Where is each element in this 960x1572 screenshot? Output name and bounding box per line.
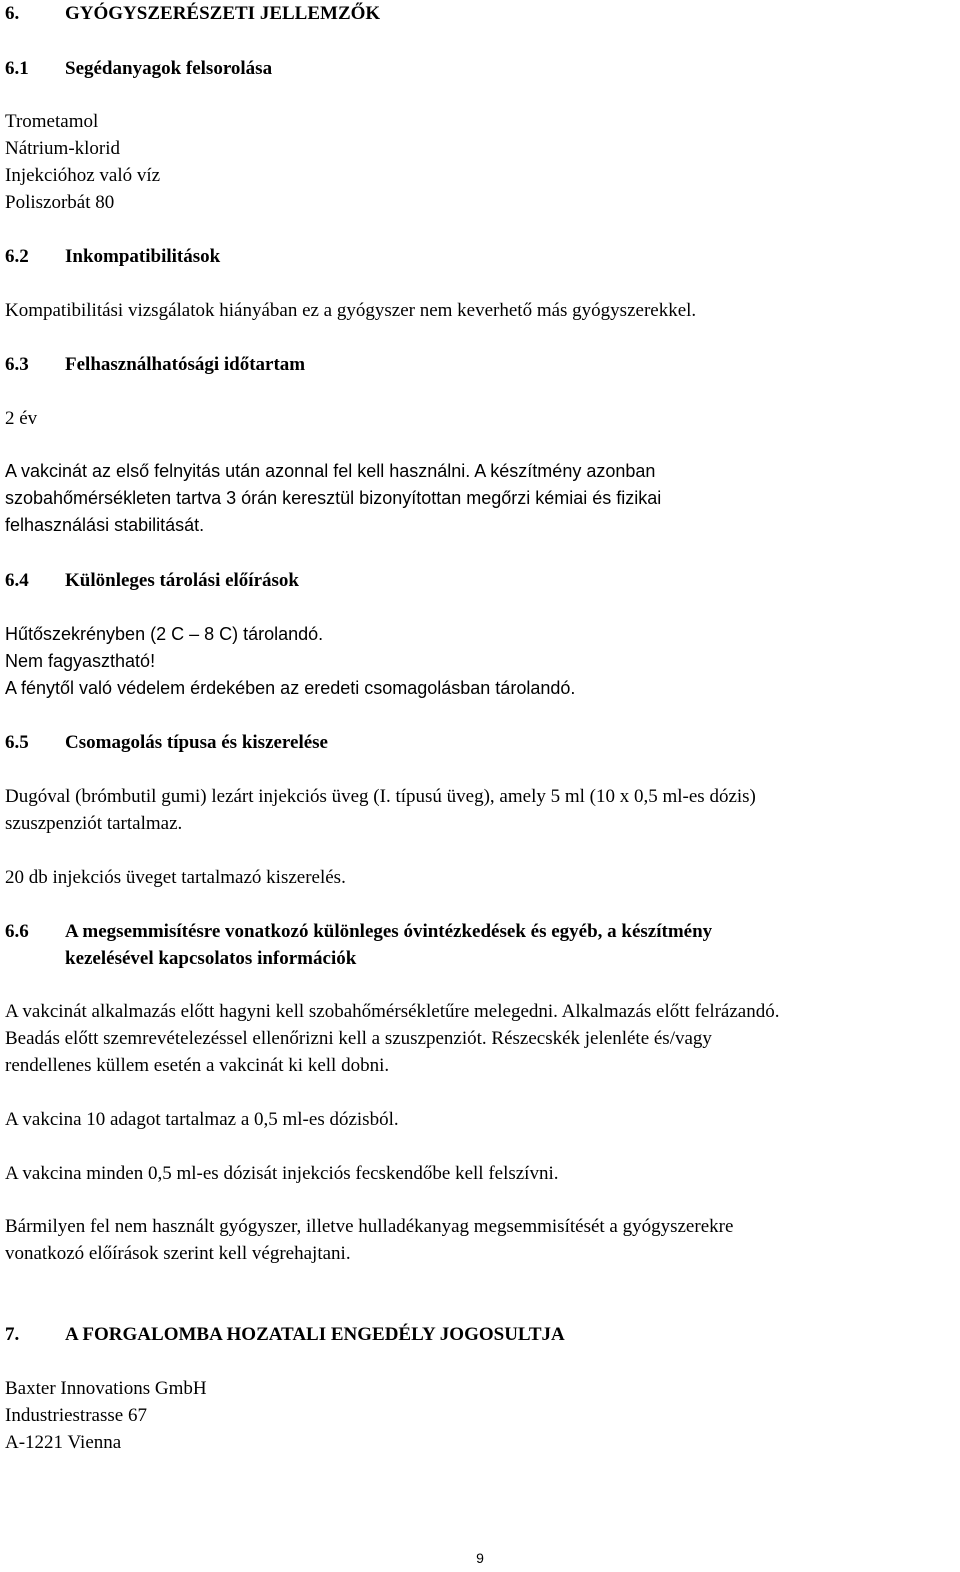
disposal-text-line: Bármilyen fel nem használt gyógyszer, illetve hulladékanyag megsemmisítését a gyógyszerekre [5,1216,734,1237]
disposal-text-line: vonatkozó előírások szerint kell végrehajtani. [5,1243,351,1264]
mah-address-line: A-1221 Vienna [5,1432,122,1453]
section-title: Inkompatibilitások [65,246,221,267]
section-6-4-heading [5,567,299,594]
storage-text-line: A fénytől való védelem érdekében az eredeti csomagolásban tárolandó. [5,678,576,698]
page-number: 9 [476,1550,484,1566]
syringe-text: A vakcina minden 0,5 ml-es dózisát injekciós fecskendőbe kell felszívni. [5,1163,559,1184]
incompatibility-text: Kompatibilitási vizsgálatok hiányában ez a gyógyszer nem keverhető más gyógyszerekkel. [5,300,697,321]
section-number: 6.5 [5,732,29,753]
pack-size-text: 20 db injekciós üveget tartalmazó kiszerelés. [5,867,346,888]
section-number: 6.3 [5,354,29,375]
section-6-6-heading [5,918,712,945]
doses-text: A vakcina 10 adagot tartalmaz a 0,5 ml-es dózisból. [5,1109,399,1130]
section-title: A FORGALOMBA HOZATALI ENGEDÉLY JOGOSULTJA [65,1324,565,1345]
section-6-5-heading [5,729,328,756]
section-6-1-heading [5,55,272,82]
section-title: A megsemmisítésre vonatkozó különleges óvintézkedések és egyéb, a készítmény [65,921,713,942]
handling-text-line: A vakcinát alkalmazás előtt hagyni kell szobahőmérsékletűre melegedni. Alkalmazás előtt felrázandó. [5,1001,780,1022]
storage-text-line: Nem fagyasztható! [5,651,156,671]
section-title: GYÓGYSZERÉSZETI JELLEMZŐK [65,3,381,24]
section-number: 6.1 [5,58,29,79]
section-title: kezelésével kapcsolatos információk [65,948,357,969]
excipient-item: Poliszorbát 80 [5,192,115,213]
section-6-2-heading [5,243,220,270]
section-number: 6.6 [5,921,29,942]
section-title: Csomagolás típusa és kiszerelése [65,732,328,753]
packaging-text-line: szuszpenziót tartalmaz. [5,813,183,834]
section-title: Különleges tárolási előírások [65,570,299,591]
handling-text-line: rendellenes küllem esetén a vakcinát ki kell dobni. [5,1055,390,1076]
section-number: 6. [5,3,20,24]
packaging-text-line: Dugóval (brómbutil gumi) lezárt injekciós üveg (I. típusú üveg), amely 5 ml (10 x 0,5 ml-es dózis) [5,786,756,807]
handling-text-line: Beadás előtt szemrevételezéssel ellenőrizni kell a szuszpenziót. Részecskék jelenléte és/vagy [5,1028,712,1049]
shelf-life-text-line: szobahőmérsékleten tartva 3 órán keresztül bizonyítottan megőrzi kémiai és fizikai [5,488,662,508]
section-title: Segédanyagok felsorolása [65,58,273,79]
section-number: 7. [5,1324,20,1345]
section-number: 6.4 [5,570,29,591]
excipient-item: Trometamol [5,111,99,132]
section-7-heading [5,1321,565,1348]
storage-text-line: Hűtőszekrényben (2 C – 8 C) tárolandó. [5,624,324,644]
section-title: Felhasználhatósági időtartam [65,354,306,375]
shelf-life-duration: 2 év [5,408,38,429]
section-6-heading [5,0,380,27]
mah-address-line: Baxter Innovations GmbH [5,1378,207,1399]
mah-address-line: Industriestrasse 67 [5,1405,147,1426]
excipient-item: Nátrium-klorid [5,138,121,159]
section-number: 6.2 [5,246,29,267]
excipient-item: Injekcióhoz való víz [5,165,161,186]
section-6-6-heading-cont [5,945,356,972]
section-6-3-heading [5,351,305,378]
shelf-life-text-line: felhasználási stabilitását. [5,515,205,535]
shelf-life-text-line: A vakcinát az első felnyitás után azonnal fel kell használni. A készítmény azonban [5,461,656,481]
